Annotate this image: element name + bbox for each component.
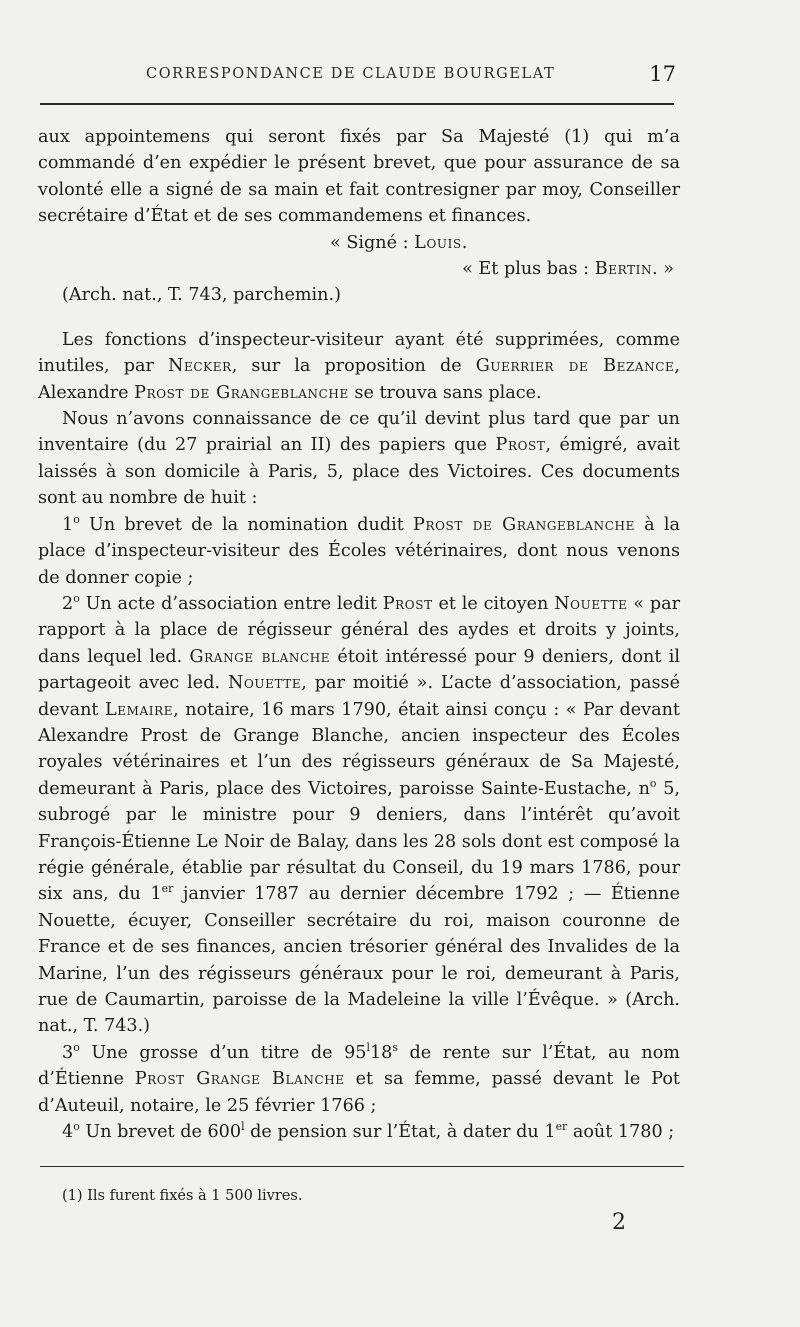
paragraph-fonctions: Les fonctions d’inspecteur-visiteur ayant été supprimées, comme inutiles, par Necker, sur la proposition de Guerrier de Bezance, Alexandre Prost de Grangeblanche se trouva sans place.	[38, 329, 681, 403]
item-1: 1$^o$ Un brevet de la nomination dudit Prost de Grangeblanche à la place d’inspecteur-visiteur des Écoles vétérinaires, dont nous venons de donner copie ;	[38, 512, 680, 588]
footnote: (1) Ils furent fixés à 1 500 livres.	[62, 1188, 303, 1204]
running-title: CORRESPONDANCE DE CLAUDE BOURGELAT	[146, 66, 556, 82]
signature-mark: 2	[612, 1210, 626, 1235]
archive-reference: (Arch. nat., T. 743, parchemin.)	[62, 285, 341, 306]
item-3: 3$^o$ Une grosse d’un titre de 95$^l$18$^s$ de rente sur l’État, au nom d’Étienne Prost Grange Blanche et sa femme, passé devant le Pot d’Auteuil, notaire, le 25 février 1766 ;	[38, 1040, 680, 1116]
paragraph-brevet-end: aux appointemens qui seront fixés par Sa Majesté (1) qui m’a commandé d’en expédier le présent brevet, que pour assurance de sa volonté elle a signé de sa main et fait contresigner par moy, Conseiller secrétaire d’État et de ses commandemens et finances.	[38, 127, 680, 227]
page-number: 17	[649, 62, 676, 86]
signature-bertin: « Et plus bas : Bertin. »	[462, 259, 674, 280]
header-rule	[40, 103, 674, 105]
paragraph-inventaire: Nous n’avons connaissance de ce qu’il devint plus tard que par un inventaire (du 27 prairial an II) des papiers que Prost, émigré, avait laissés à son domicile à Paris, 5, place des Victoires. Ces documents sont au nombre de huit :	[38, 409, 680, 509]
item-2: 2$^o$ Un acte d’association entre ledit Prost et le citoyen Nouette « par rapport à la place de régisseur général des aydes et droits y joints, dans lequel led. Grange blanche étoit intéressé pour 9 deniers, dont il partageoit avec led. Nouette, par moitié ». L’acte d’association, passé devant Lemaire, notaire, 16 mars 1790, était ainsi conçu : « Par devant Alexandre Prost de Grange Blanche, ancien inspecteur des Écoles royales vétérinaires et l’un des régisseurs généraux de Sa Majesté, demeurant à Paris, place des Victoires, paroisse Sainte-Eustache, $n^o$ 5, subrogé par le ministre pour 9 deniers, dans l’intérêt qu’avoit François-Étienne Le Noir de Balay, dans les 28 sols dont est composé la régie générale, établie par résultat du Conseil, du 19 mars 1786, pour six ans, du 1er janvier 1787 au dernier décembre 1792 ; — Étienne Nouette, écuyer, Conseiller secrétaire du roi, maison couronne de France et de ses finances, ancien trésorier général des Invalides de la Marine, l’un des régisseurs généraux pour le roi, demeurant à Paris, rue de Caumartin, paroisse de la Madeleine la ville l’Évêque. » (Arch. nat., T. 743.)	[38, 592, 680, 1037]
page-header	[38, 62, 678, 90]
footnote-rule	[40, 1166, 684, 1167]
body-text	[38, 124, 680, 1145]
spacer	[38, 309, 680, 327]
item-4: 4$^o$ Un brevet de 600$^l$ de pension sur l’État, à dater du 1er août 1780 ;	[62, 1120, 675, 1143]
signature-louis: « Signé : Louis.	[330, 232, 468, 253]
